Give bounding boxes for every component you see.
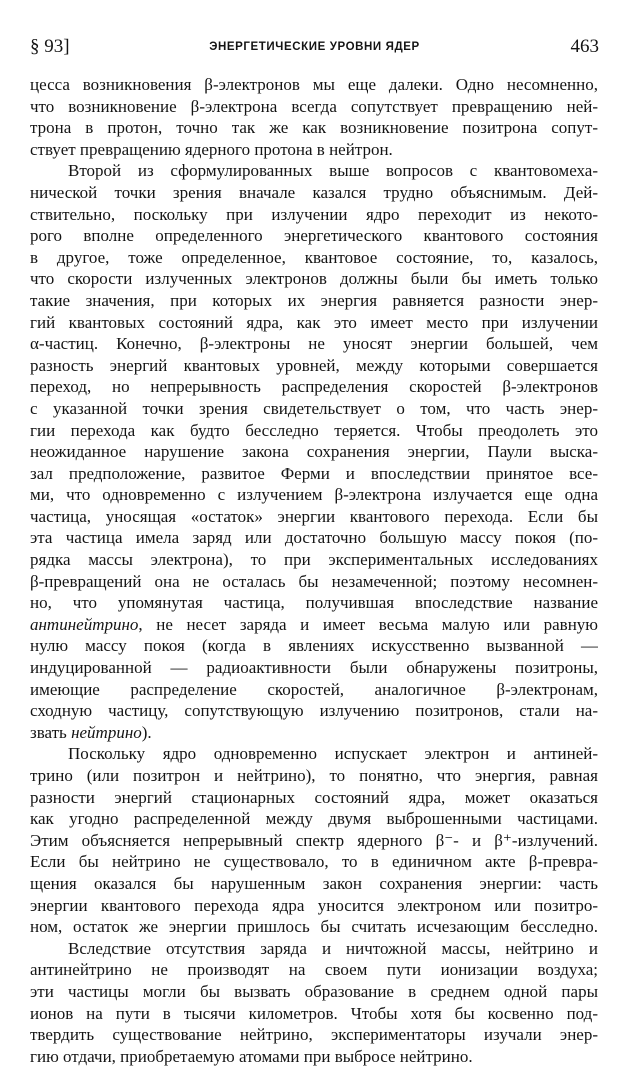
text-line: гии перехода как будто бесследно теряется. Чтобы преодолеть это bbox=[30, 420, 598, 440]
text-line: имеющие распределение скоростей, аналогичное β-электронам, bbox=[30, 679, 598, 699]
text-line: сходную частицу, сопутствующую излучению позитронов, стали на- bbox=[30, 701, 598, 721]
text-line: эта частица имела заряд или достаточно большую массу покоя (по- bbox=[30, 528, 598, 548]
text-line: рядка массы электрона), то при экспериментальных исследованиях bbox=[30, 550, 598, 570]
text-line: цесса возникновения β-электронов мы еще далеки. Одно несомненно, bbox=[30, 75, 598, 94]
text-fragment: , не несет заряда и имеет весьма малую или равную bbox=[138, 614, 598, 634]
text-line: частица, уносящая «остаток» энергии квантового перехода. Если бы bbox=[30, 506, 598, 526]
text-line: гий квантовых состояний ядра, как это имеет место при излучении bbox=[30, 312, 598, 332]
running-header bbox=[30, 36, 599, 64]
text-fragment: ). bbox=[141, 722, 152, 742]
page-number: 463 bbox=[570, 36, 599, 57]
text-line: разности энергий стационарных состояний ядра, может оказаться bbox=[30, 787, 598, 807]
text-line: ном, остаток же энергии пришлось бы считать исчезающим бесследно. bbox=[30, 917, 598, 937]
text-line: зал предположение, развитое Ферми и впоследствии принятое все- bbox=[30, 463, 598, 483]
text-line: что скорости излученных электронов должны были бы иметь только bbox=[30, 269, 598, 289]
text-line: Если бы нейтрино не существовало, то в единичном акте β-превра- bbox=[30, 852, 598, 872]
text-line: трино (или позитрон и нейтрино), то понятно, что энергия, равная bbox=[30, 766, 598, 785]
italic-term: антинейтрино bbox=[30, 614, 139, 634]
text-line: нулю массу покоя (когда в явлениях искусственно вызванной — bbox=[30, 636, 598, 656]
text-line: с указанной точки зрения свидетельствует о том, что часть энер- bbox=[30, 398, 598, 418]
text-line: неожиданное нарушение закона сохранения энергии, Паули выска- bbox=[30, 442, 598, 462]
text-line: Поскольку ядро одновременно испускает электрон и антиней- bbox=[68, 744, 598, 764]
text-line: переход, но непрерывность распределения скоростей β-электронов bbox=[30, 377, 598, 397]
text-line: Этим объясняется непрерывный спектр ядерного β⁻- и β⁺-излучений. bbox=[30, 830, 598, 850]
text-line bbox=[30, 614, 598, 636]
text-line: но, что упомянутая частица, получившая впоследствие название bbox=[30, 593, 598, 613]
text-line: ствует превращению ядерного протона в нейтрон. bbox=[30, 139, 393, 159]
text-line: твердить существование нейтрино, экспериментаторы изучали энер- bbox=[30, 1025, 598, 1045]
text-line: ионов на пути в тысячи километров. Чтобы хотя бы косвенно под- bbox=[30, 1003, 598, 1023]
text-line: Второй из сформулированных выше вопросов с квантовомеха- bbox=[68, 161, 598, 181]
running-title: ЭНЕРГЕТИЧЕСКИЕ УРОВНИ ЯДЕР bbox=[209, 41, 420, 53]
text-line: нической точки зрения вначале казался трудно объяснимым. Дей- bbox=[30, 182, 598, 202]
text-line: индуцированной — радиоактивности были обнаружены позитроны, bbox=[30, 658, 598, 678]
text-line: ствительно, поскольку при излучении ядро переходит из некото- bbox=[30, 204, 598, 224]
page-body-text bbox=[30, 74, 598, 1067]
italic-term: нейтрино bbox=[71, 722, 142, 742]
text-line: гию отдачи, приобретаемую атомами при выбросе нейтрино. bbox=[30, 1046, 473, 1066]
text-line: трона в протон, точно так же как возникновение позитрона сопут- bbox=[30, 118, 598, 138]
text-line: антинейтрино не производят на своем пути ионизации воздуха; bbox=[30, 960, 598, 980]
text-line: как угодно распределенной между двумя выброшенными частицами. bbox=[30, 809, 598, 829]
text-line: α-частиц. Конечно, β-электроны не уносят энергии большей, чем bbox=[30, 334, 598, 354]
text-line bbox=[30, 722, 598, 744]
text-line: β-превращений она не осталась бы незамеченной; поэтому несомнен- bbox=[30, 571, 598, 591]
text-line: разность энергий квантовых уровней, между которыми совершается bbox=[30, 355, 598, 375]
text-fragment: звать bbox=[30, 722, 72, 742]
text-line: что возникновение β-электрона всегда сопутствует превращению ней- bbox=[30, 96, 598, 116]
text-line: энергии квантового перехода ядра уносится электроном или позитро- bbox=[30, 895, 598, 915]
text-line: ми, что одновременно с излучением β-электрона излучается еще одна bbox=[30, 485, 598, 505]
section-number: § 93] bbox=[30, 36, 70, 57]
text-line: рого вполне определенного энергетического квантового состояния bbox=[30, 226, 598, 246]
text-line: эти частицы могли бы вызвать образование в среднем одной пары bbox=[30, 981, 598, 1001]
text-line: такие значения, при которых их энергия равняется разности энер- bbox=[30, 290, 598, 310]
text-line: Вследствие отсутствия заряда и ничтожной массы, нейтрино и bbox=[68, 938, 598, 958]
text-line: щения оказался бы нарушенным закон сохранения энергии: часть bbox=[30, 873, 598, 893]
text-line: в другое, тоже определенное, квантовое состояние, то, казалось, bbox=[30, 247, 598, 267]
